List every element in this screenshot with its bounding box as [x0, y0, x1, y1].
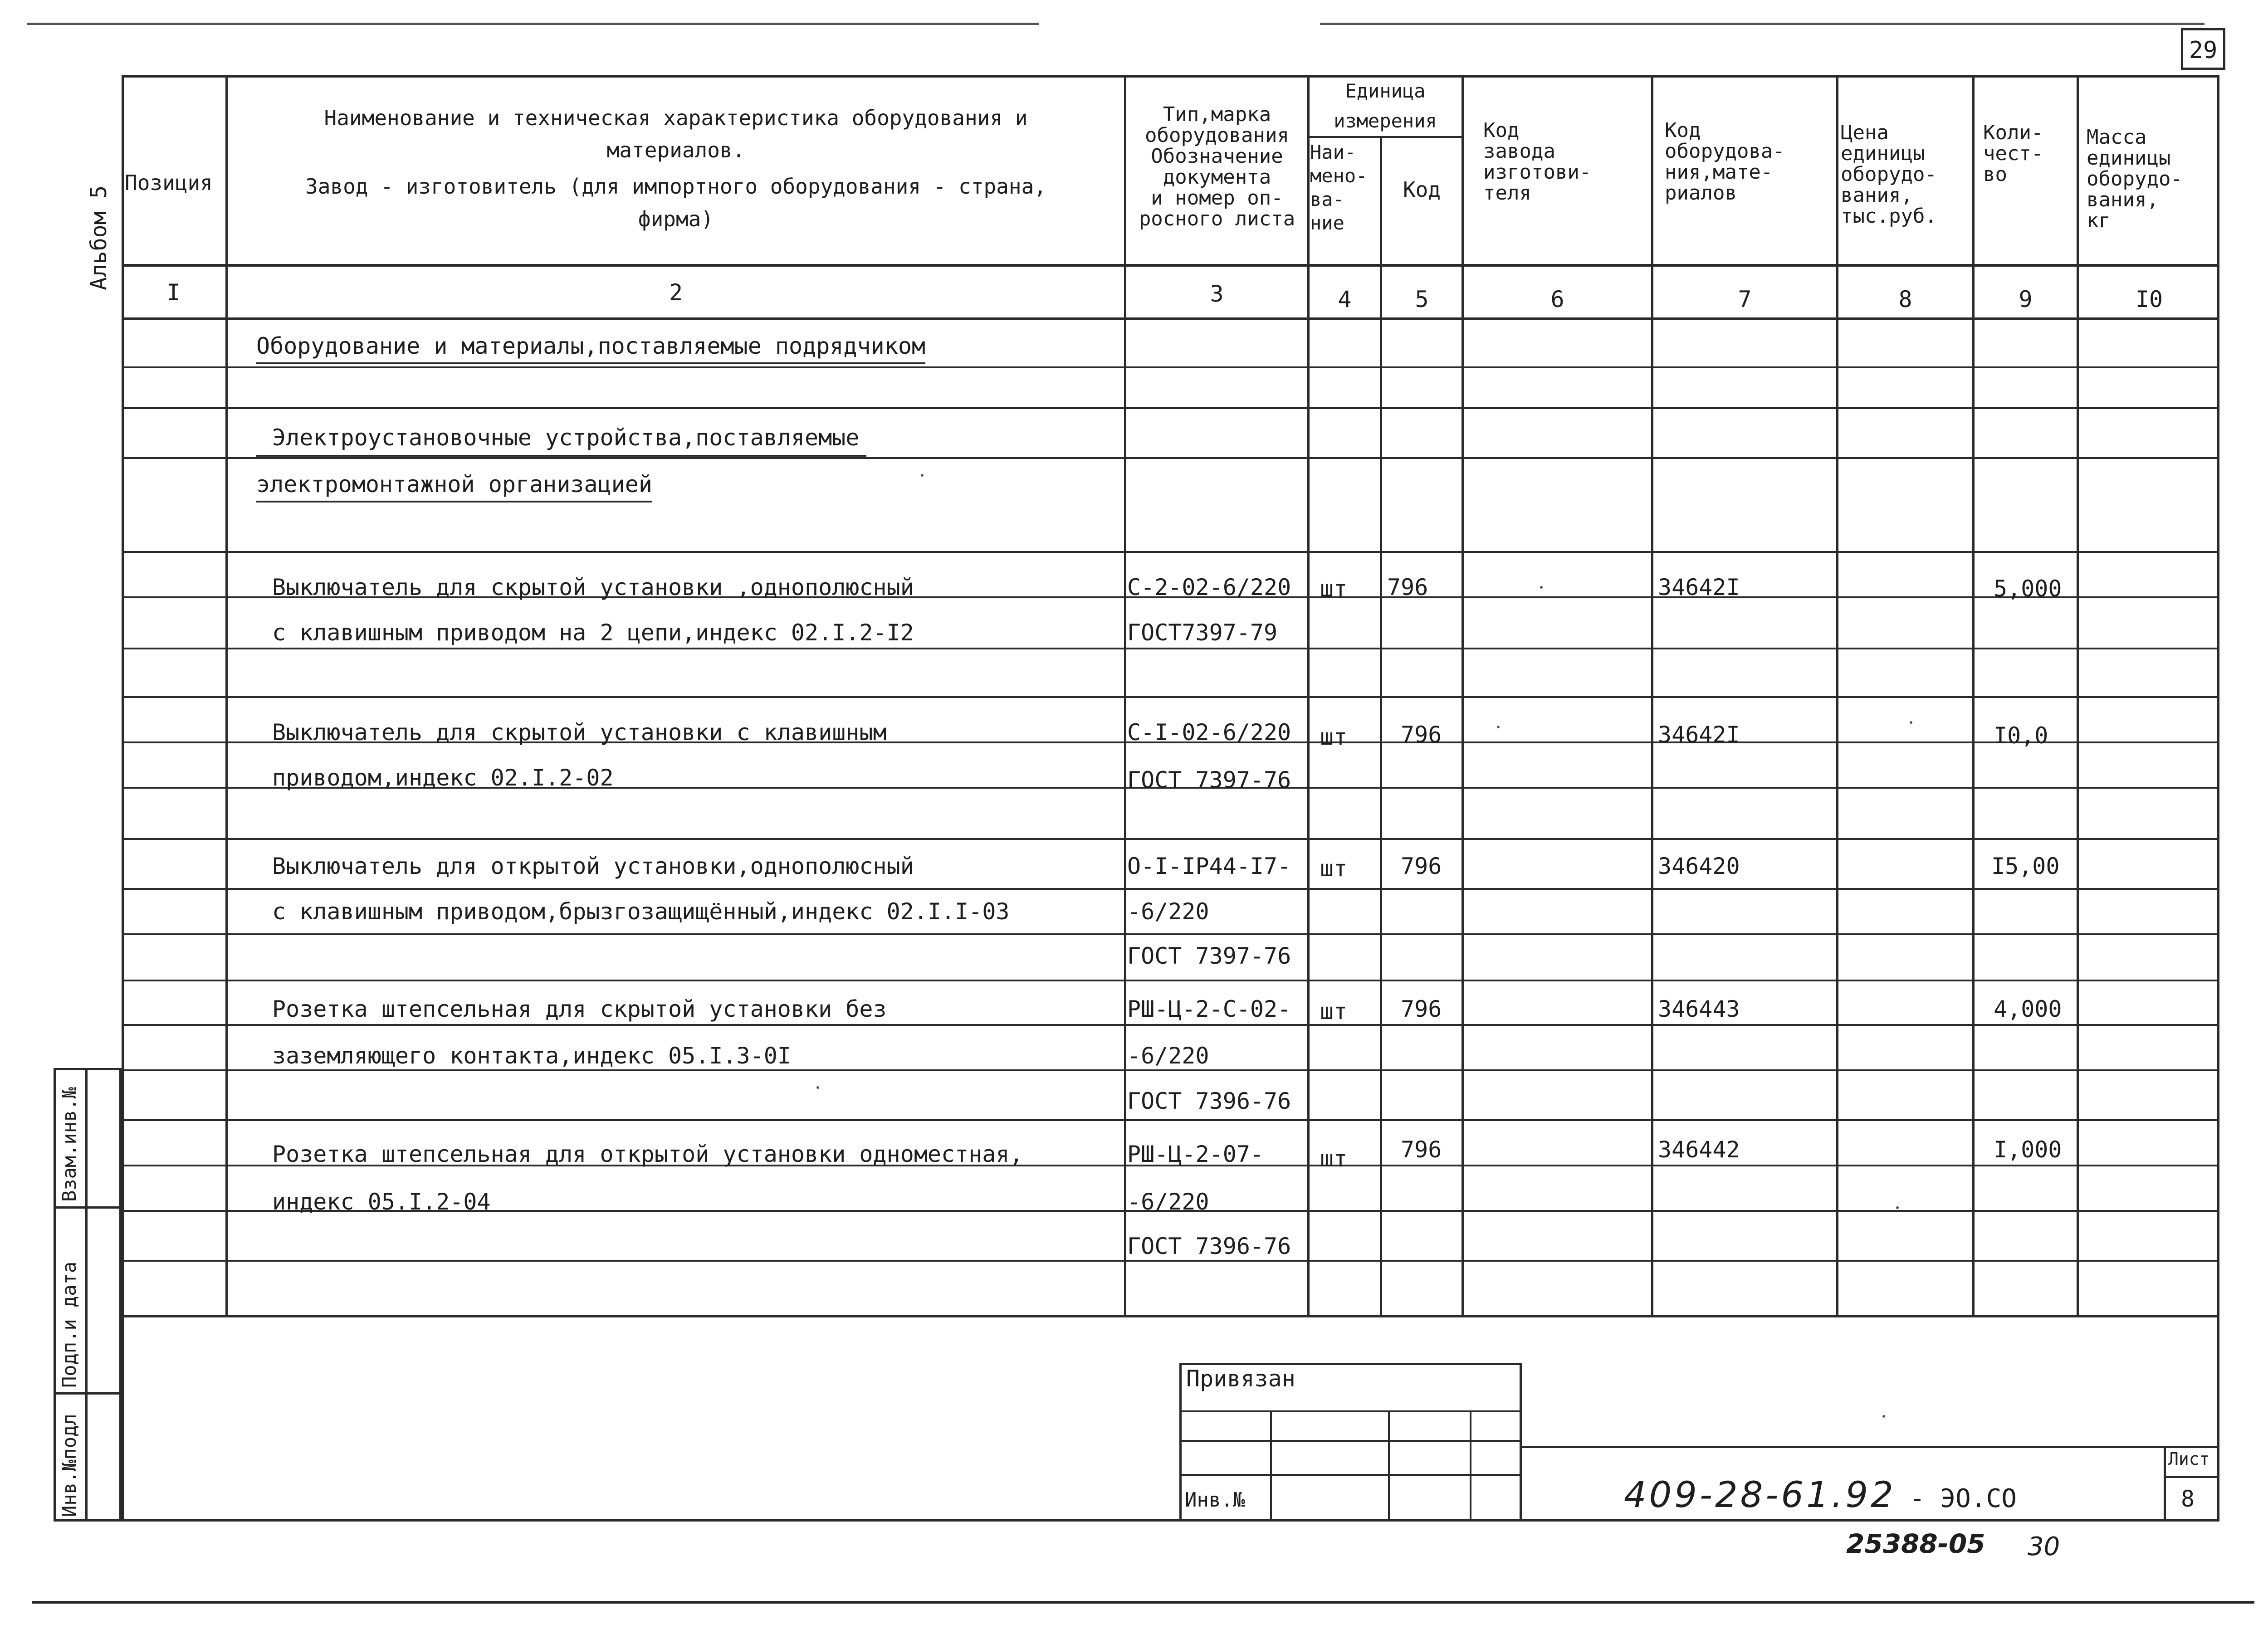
item4-unit-code: 796 [1401, 996, 1442, 1022]
page-number-box [2181, 28, 2225, 70]
document-suffix: - ЭО.СО [1910, 1484, 2017, 1513]
col-number: 6 [1550, 286, 1564, 312]
row-line [122, 980, 2219, 981]
numbers-bottom-line [122, 317, 2219, 320]
item4-type: РШ-Ц-2-С-02- [1127, 996, 1291, 1022]
inv-no-label: Инв.№ [1185, 1488, 1245, 1512]
mass-line: вания, [2087, 188, 2159, 211]
mass-line: кг [2087, 209, 2111, 232]
item2-unit-code: 796 [1401, 722, 1442, 748]
item2-equipment-code: 34642I [1658, 722, 1740, 748]
item4-unit: шт [1320, 998, 1348, 1024]
col-number: 2 [669, 279, 683, 306]
scan-speck [1910, 721, 1912, 724]
equipment-code-line: риалов [1665, 181, 1737, 205]
item2-name-line1: Выключатель для скрытой установки с клавишным [272, 719, 887, 746]
item1-type: С-2-02-6/220 [1127, 574, 1291, 600]
archive-number: 25388-05 [1846, 1528, 1985, 1559]
section-heading-contractor: Оборудование и материалы,поставляемые подрядчиком [256, 332, 925, 364]
row-line [122, 1069, 2219, 1071]
quantity-line: чест- [1983, 142, 2043, 165]
row-line [122, 933, 2219, 935]
item1-unit-code: 796 [1387, 574, 1428, 600]
col-header-type-line: документа [1163, 166, 1271, 189]
price-line: тыс.руб. [1841, 205, 1937, 228]
row-line [122, 648, 2219, 649]
row-line [122, 407, 2219, 409]
item4-type-cont: -6/220 [1127, 1043, 1209, 1069]
item3-quantity: I5,00 [1991, 853, 2060, 879]
item3-name-line2: с клавишным приводом,брызгозащищённый,индекс 02.I.I-03 [272, 898, 1010, 925]
item4-standard: ГОСТ 7396-76 [1127, 1088, 1291, 1114]
col-line-4 [1380, 136, 1382, 1317]
scan-speck [921, 474, 924, 477]
factory-code-line: теля [1483, 181, 1531, 205]
mass-line: Масса [2087, 126, 2147, 149]
unit-name-line: Наи- [1310, 141, 1356, 163]
row-line [122, 551, 2219, 553]
item5-type-cont: -6/220 [1127, 1189, 1209, 1215]
item5-unit: шт [1320, 1146, 1348, 1172]
item5-type: РШ-Ц-2-07- [1127, 1141, 1264, 1167]
item2-standard: ГОСТ 7397-76 [1127, 767, 1291, 793]
item4-name-line2: заземляющего контакта,индекс 05.I.3-0I [272, 1043, 791, 1069]
title-block-top-line [1522, 1446, 2219, 1448]
col-header-type-line: оборудования [1145, 124, 1289, 147]
row-line [122, 457, 2219, 459]
bottom-border-line [32, 1601, 2254, 1604]
item3-name-line1: Выключатель для открытой установки,однополюсный [272, 853, 914, 879]
equipment-code-line: Код [1665, 119, 1701, 142]
unit-group-line1: Единица [1345, 80, 1426, 102]
margin-stamp-line [54, 1206, 122, 1209]
sheet-number-divider [2164, 1476, 2219, 1478]
margin-replace-inv: Взам.инв.№ [58, 1087, 80, 1202]
item1-equipment-code: 34642I [1658, 574, 1740, 600]
row-line [122, 888, 2219, 890]
item1-name-line2: с клавишным приводом на 2 цепи,индекс 02.I.2-I2 [272, 619, 914, 646]
item5-standard: ГОСТ 7396-76 [1127, 1233, 1291, 1259]
col-header-type [1128, 104, 1306, 229]
sheet-number: 8 [2181, 1486, 2195, 1512]
mass-line: единицы [2087, 146, 2171, 170]
margin-inv-orig: Инв.№подл [58, 1414, 80, 1517]
item3-equipment-code: 346420 [1658, 853, 1740, 879]
col-header-type-line: и номер оп- [1151, 186, 1283, 210]
item1-quantity: 5,000 [1994, 576, 2062, 602]
document-code: 409-28-61.92 [1624, 1475, 1896, 1516]
col-header-name-line4: фирма) [638, 207, 714, 231]
row-line [122, 1119, 2219, 1121]
col-header-price [1841, 122, 1972, 227]
scan-speck [1540, 586, 1543, 589]
item4-name-line1: Розетка штепсельная для скрытой установки без [272, 996, 887, 1022]
equipment-code-line: ния,мате- [1665, 161, 1773, 184]
col-header-name-line2: материалов. [606, 138, 745, 162]
col-header-unit-group [1309, 76, 1461, 136]
album-label: Альбом 5 [86, 185, 112, 290]
quantity-line: во [1983, 163, 2007, 186]
col-header-quantity [1983, 122, 2074, 185]
quantity-line: Коли- [1983, 121, 2043, 144]
section-heading-electrical-line2: электромонтажной организацией [256, 471, 652, 502]
row-line [122, 838, 2219, 840]
col-number: 7 [1738, 286, 1752, 312]
col-header-unit-code: Код [1403, 177, 1441, 202]
mass-line: оборудо- [2087, 167, 2183, 190]
item1-name-line1: Выключатель для скрытой установки ,однополюсный [272, 574, 914, 600]
equipment-code-line: оборудова- [1665, 140, 1785, 163]
section-heading-electrical-line1: Электроустановочные устройства,поставляемые [272, 424, 860, 451]
margin-stamp-divider [85, 1068, 88, 1522]
header-bottom-line [122, 264, 2219, 267]
item3-standard: ГОСТ 7397-76 [1127, 943, 1291, 969]
bound-stamp-col [1270, 1410, 1272, 1522]
item3-type: О-I-IP44-I7- [1127, 853, 1291, 879]
margin-sign-date: Подп.и дата [58, 1261, 80, 1388]
page-number: 29 [2189, 37, 2218, 64]
factory-code-line: Код [1483, 119, 1520, 142]
top-border-line [27, 23, 1039, 25]
item1-standard: ГОСТ7397-79 [1127, 619, 1278, 646]
item1-unit: шт [1320, 576, 1348, 602]
unit-name-line: ва- [1310, 188, 1344, 210]
item3-unit-code: 796 [1401, 853, 1442, 879]
col-header-position: Позиция [125, 171, 213, 195]
col-number: I [166, 279, 181, 306]
row-line [122, 1260, 2219, 1262]
row-line [122, 1024, 2219, 1026]
item5-unit-code: 796 [1401, 1136, 1442, 1163]
col-header-unit-name [1310, 141, 1380, 235]
scan-speck [1497, 726, 1500, 728]
col-number: 3 [1210, 281, 1224, 307]
item2-name-line2: приводом,индекс 02.I.2-02 [272, 765, 614, 791]
margin-stamp-line [54, 1392, 122, 1395]
top-border-line-right [1320, 23, 2204, 25]
col-number: 8 [1898, 286, 1912, 312]
price-line: единицы [1841, 142, 1925, 165]
col-number: 5 [1415, 286, 1429, 312]
col-header-mass [2087, 127, 2218, 231]
unit-group-line2: измерения [1334, 110, 1437, 132]
bound-label: Привязан [1186, 1366, 1295, 1392]
table-bottom-line [122, 1315, 2219, 1317]
col-header-name-line1: Наименование и техническая характеристика оборудования и [324, 106, 1028, 130]
unit-group-line [1307, 136, 1464, 138]
item5-name-line2: индекс 05.I.2-04 [272, 1189, 491, 1215]
item2-type: С-I-02-6/220 [1127, 719, 1291, 746]
price-line: оборудо- [1841, 163, 1937, 186]
col-header-name-line3: Завод - изготовитель (для импортного оборудования - страна, [305, 174, 1046, 199]
price-line: вания, [1841, 184, 1913, 207]
sheet-label: Лист [2168, 1449, 2210, 1469]
col-number: 4 [1338, 286, 1352, 312]
factory-code-line: завода [1483, 140, 1555, 163]
item5-name-line1: Розетка штепсельная для открытой установки одноместная, [272, 1141, 1023, 1167]
scan-speck [1882, 1415, 1885, 1418]
row-line [122, 366, 2219, 368]
bound-stamp-col [1470, 1410, 1471, 1522]
col-number: 9 [2019, 286, 2033, 312]
scan-speck [816, 1086, 819, 1089]
price-line: Цена [1841, 121, 1889, 144]
item5-quantity: I,000 [1994, 1136, 2062, 1163]
item2-unit: шт [1320, 724, 1348, 750]
item3-type-cont: -6/220 [1127, 898, 1209, 925]
archive-suffix: 30 [2028, 1532, 2060, 1561]
item4-equipment-code: 346443 [1658, 996, 1740, 1022]
col-header-equipment-code [1665, 120, 1833, 204]
unit-name-line: ние [1310, 212, 1344, 234]
col-header-type-line: Обозначение [1151, 145, 1283, 168]
item4-quantity: 4,000 [1994, 996, 2062, 1022]
section-underline [256, 455, 866, 457]
unit-name-line: мено- [1310, 165, 1368, 187]
col-header-type-line: росного листа [1139, 207, 1295, 230]
col-number: I0 [2135, 286, 2163, 312]
bound-stamp-col [1388, 1410, 1390, 1522]
col-header-type-line: Тип,марка [1163, 103, 1271, 126]
scan-speck [1896, 1206, 1899, 1209]
row-line [122, 696, 2219, 698]
item5-equipment-code: 346442 [1658, 1136, 1740, 1163]
item3-unit: шт [1320, 855, 1348, 882]
factory-code-line: изготови- [1483, 161, 1592, 184]
col-header-factory-code [1483, 120, 1647, 204]
item2-quantity: I0,0 [1994, 722, 2048, 749]
